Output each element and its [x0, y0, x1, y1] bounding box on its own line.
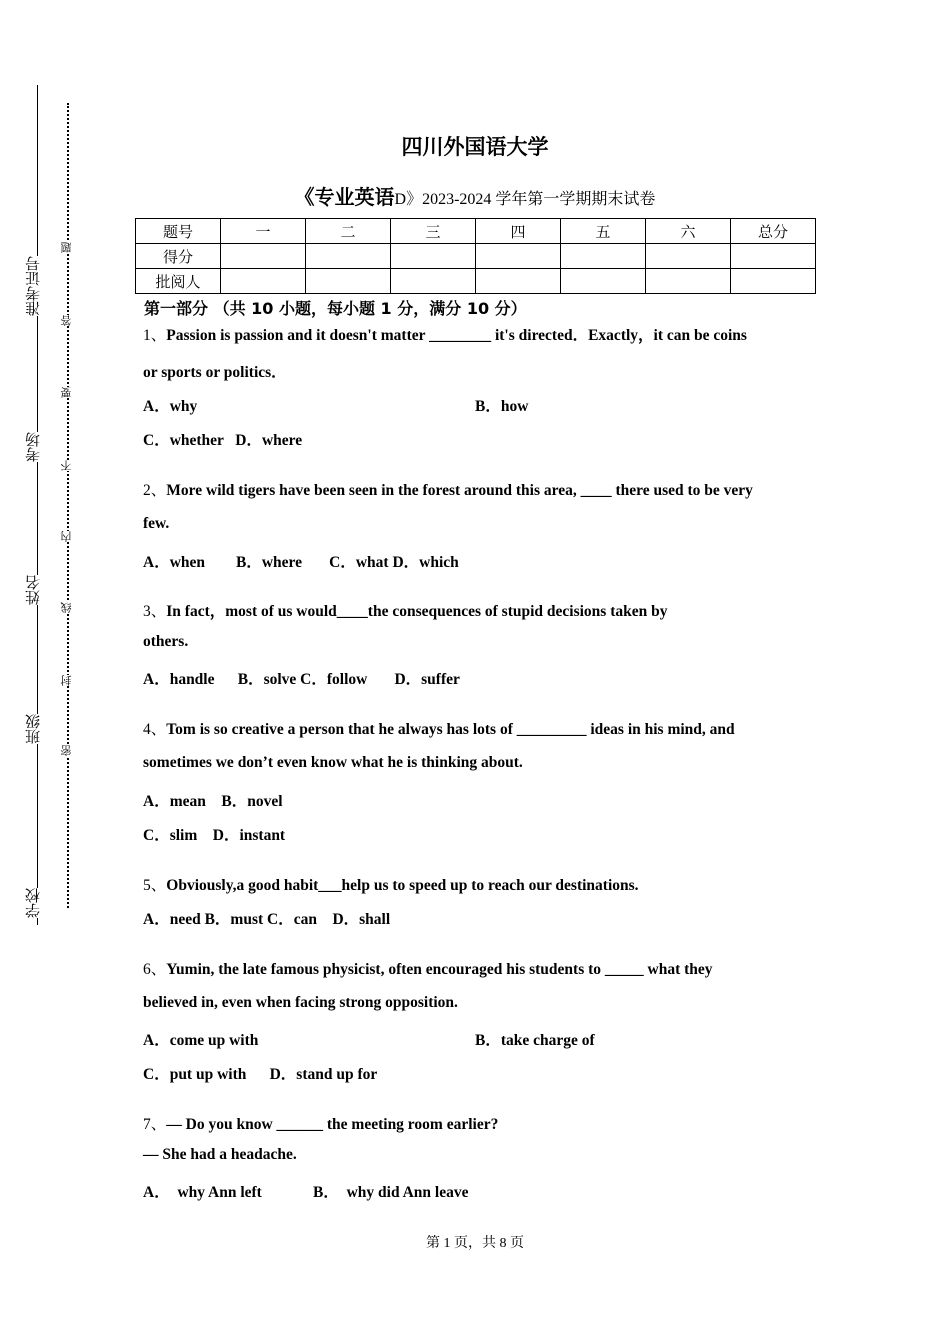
part-title: 第一部分 （共 10 小题，每小题 1 分，满分 10 分）: [144, 299, 527, 318]
score-cell: [306, 244, 391, 269]
score-table-header: 题号: [136, 219, 221, 244]
score-cell: [391, 269, 476, 294]
binding-label-exam-room: 考场: [24, 432, 42, 462]
question-3-options: A．handle B．solve C．follow D．suffer: [143, 671, 460, 688]
question-text: — Do you know ______ the meeting room earlier?: [166, 1116, 499, 1133]
score-table-row: [136, 269, 816, 294]
question-3-stem: [143, 599, 668, 621]
question-2-options: A．when B．where C．what D．which: [143, 554, 459, 571]
question-text: Passion is passion and it doesn't matter ________ it's directed．Exactly，it can be coins: [166, 327, 747, 344]
question-4-stem-cont: sometimes we don’t even know what he is thinking about.: [143, 754, 523, 771]
binding-label-exam-number: 准考证号: [24, 256, 42, 316]
question-3-stem-cont: others.: [143, 633, 189, 650]
question-6-stem: [143, 957, 713, 979]
question-6-option-b: B．take charge of: [475, 1032, 595, 1049]
question-text: Obviously,a good habit___help us to speed up to reach our destinations.: [166, 877, 639, 894]
question-1-option-b: B．how: [475, 398, 529, 415]
question-2-stem-cont: few.: [143, 515, 170, 532]
score-table-header: 一: [221, 219, 306, 244]
binding-label-school: 学校: [24, 888, 42, 918]
score-table: [135, 218, 816, 294]
question-number: 7、: [143, 1116, 167, 1133]
score-table-header: 五: [561, 219, 646, 244]
question-number: 5、: [143, 877, 167, 894]
question-number: 2、: [143, 482, 167, 499]
question-number: 3、: [143, 603, 167, 620]
score-table-header: 六: [646, 219, 731, 244]
score-table-header: 四: [476, 219, 561, 244]
seal-char: 题: [60, 242, 76, 253]
page-footer: 第 1 页，共 8 页: [426, 1236, 524, 1251]
question-7-stem: [143, 1112, 498, 1134]
score-cell: [391, 244, 476, 269]
score-cell: [476, 244, 561, 269]
seal-char: 线: [60, 602, 76, 613]
question-6-option-a: A．come up with: [143, 1032, 259, 1049]
question-text: Tom is so creative a person that he always has lots of _________ ideas in his mind, and: [166, 721, 735, 738]
score-table-header: 二: [306, 219, 391, 244]
binding-line: [37, 85, 38, 925]
seal-char: 要: [60, 387, 76, 398]
exam-term: D》2023-2024 学年第一学期期末试卷: [394, 191, 656, 208]
seal-char: 答: [60, 315, 76, 326]
question-7-option-a: A． why Ann left: [143, 1184, 262, 1201]
question-1-option-a: A．why: [143, 398, 198, 415]
question-1-stem-cont: or sports or politics．: [143, 364, 287, 381]
score-cell: [476, 269, 561, 294]
seal-dotted-line: [67, 103, 69, 908]
question-number: 6、: [143, 961, 167, 978]
question-5-options: A．need B．must C．can D．shall: [143, 911, 391, 928]
question-4-option-ab: A．mean B．novel: [143, 793, 283, 810]
question-4-stem: [143, 717, 735, 739]
score-table-row: [136, 244, 816, 269]
question-6-stem-cont: believed in, even when facing strong opposition.: [143, 994, 458, 1011]
score-table-header: 三: [391, 219, 476, 244]
question-7-option-b: B． why did Ann leave: [313, 1184, 469, 1201]
score-cell: [561, 269, 646, 294]
question-1-option-cd: C．whether D．where: [143, 432, 303, 449]
score-cell: [646, 269, 731, 294]
binding-label-class: 班级: [24, 714, 42, 744]
seal-char: 内: [60, 531, 76, 542]
score-row-label: 得分: [136, 244, 221, 269]
question-number: 1、: [143, 327, 167, 344]
question-2-stem: [143, 478, 753, 500]
question-7-stem-cont: — She had a headache.: [143, 1146, 297, 1163]
seal-char: 密: [60, 745, 76, 756]
score-cell: [646, 244, 731, 269]
score-cell: [561, 244, 646, 269]
question-number: 4、: [143, 721, 167, 738]
score-cell: [221, 244, 306, 269]
seal-char: 不: [60, 460, 76, 471]
score-table-header-row: [136, 219, 816, 244]
question-text: More wild tigers have been seen in the forest around this area, ____ there used to be very: [166, 482, 753, 499]
score-cell: [306, 269, 391, 294]
question-text: In fact，most of us would____the consequences of stupid decisions taken by: [166, 603, 668, 620]
binding-label-name: 姓名: [24, 575, 42, 605]
question-4-option-cd: C．slim D．instant: [143, 827, 286, 844]
score-cell: [731, 269, 816, 294]
score-cell: [221, 269, 306, 294]
course-name: 《专业英语: [294, 185, 395, 209]
score-cell: [731, 244, 816, 269]
question-6-option-cd: C．put up with D．stand up for: [143, 1066, 378, 1083]
question-1-stem: [143, 323, 747, 345]
university-title: 四川外国语大学: [401, 135, 549, 159]
score-row-label: 批阅人: [136, 269, 221, 294]
question-5-stem: [143, 873, 639, 895]
seal-char: 封: [60, 675, 76, 686]
score-table-header: 总分: [731, 219, 816, 244]
question-text: Yumin, the late famous physicist, often encouraged his students to _____ what they: [166, 961, 713, 978]
exam-subtitle: [0, 181, 950, 210]
